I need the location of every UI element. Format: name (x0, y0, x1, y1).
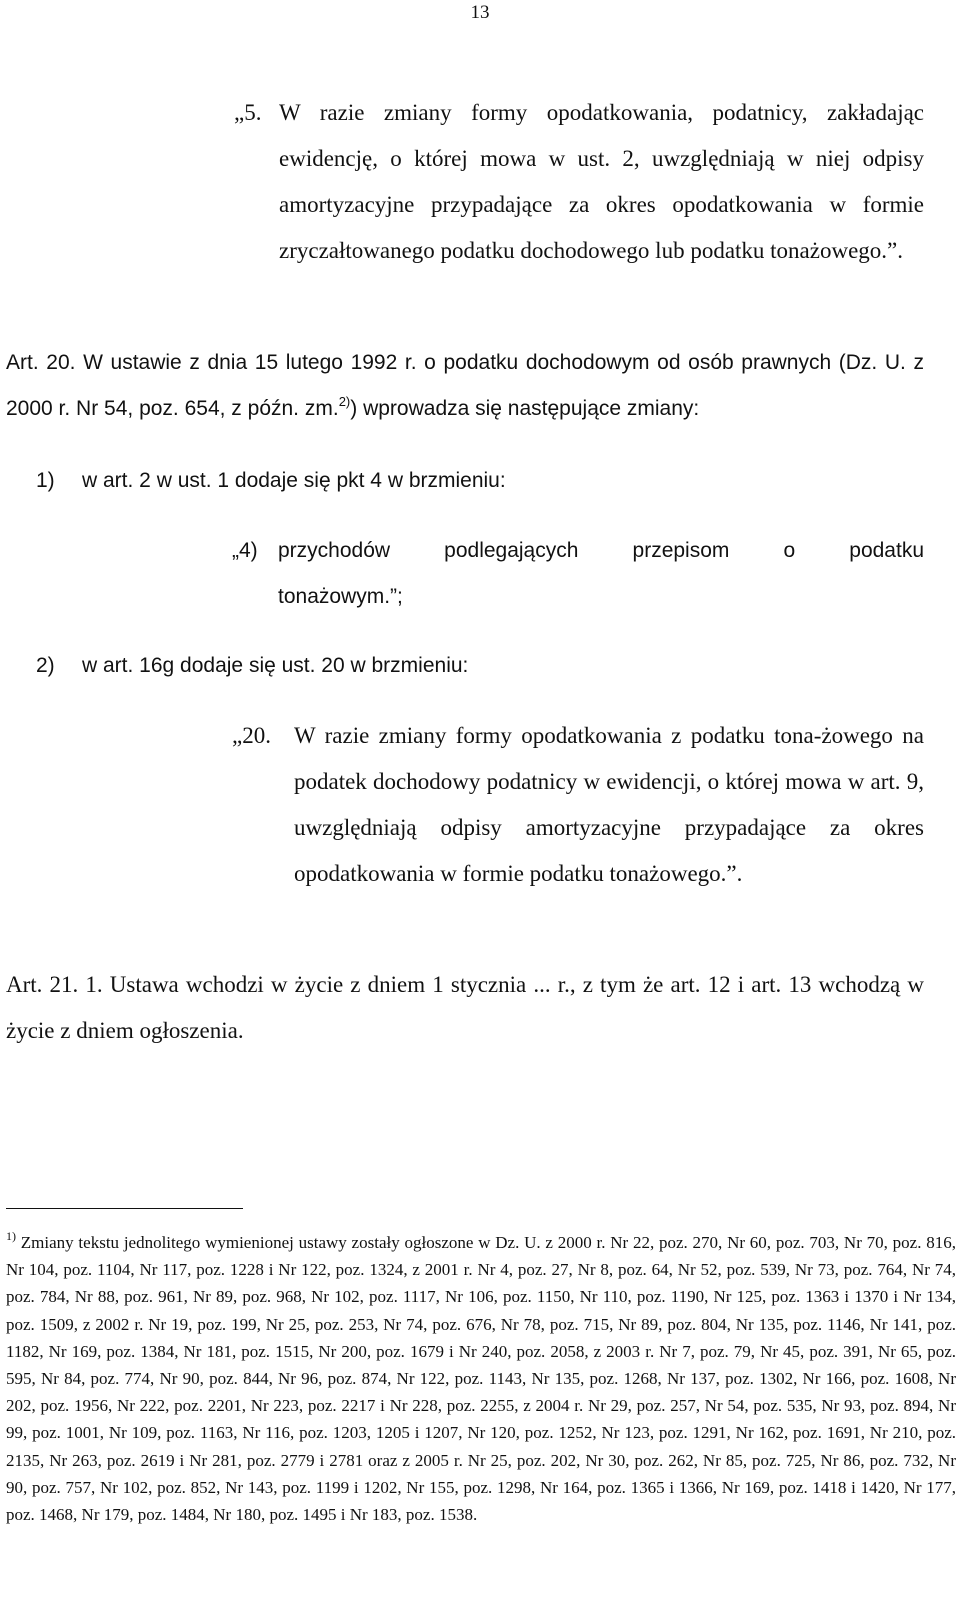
list-item-2-marker: 2) (36, 654, 55, 677)
list-item-2-text: w art. 16g dodaje się ust. 20 w brzmieniu: (82, 654, 469, 677)
quote-item-20-text: W razie zmiany formy opodatkowania z podatku tona-żowego na podatek dochodowy podatnicy w ewidencji, o której mowa w art. 9, uwzględniają odpisy amortyzacyjne przypadające za okres opodatkowania w formie podatku tonażowego.”. (294, 723, 924, 886)
list-item-1-text: w art. 2 w ust. 1 dodaje się pkt 4 w brzmieniu: (82, 469, 506, 492)
footnote-divider (6, 1208, 243, 1209)
list-item-1-marker: 1) (36, 469, 55, 492)
footnote-1-marker: 1) (6, 1229, 16, 1243)
article-20-text: Art. 20. W ustawie z dnia 15 lutego 1992 r. o podatku dochodowym od osób prawnych (Dz. U. z 2000 r. Nr 54, poz. 654, z późn. zm. (6, 351, 924, 420)
list-item-2 (36, 643, 924, 689)
page-number: 13 (470, 2, 490, 23)
quote-item-20-marker: „20. (232, 723, 271, 748)
quote-item-4-line-2: tonażowym.”; (278, 585, 403, 608)
quote-item-4-line-1: przychodów podlegających przepisom o podatku (278, 539, 924, 562)
article-21 (6, 962, 924, 1054)
list-item-1 (36, 458, 924, 504)
article-20-intro (6, 340, 924, 432)
article-20-text-end: ) wprowadza się następujące zmiany: (350, 397, 700, 420)
quote-item-4-marker: „4) (232, 539, 258, 562)
paragraph-5-text: W razie zmiany formy opodatkowania, podatnicy, zakładając ewidencję, o której mowa w ust. 2, uwzględniają w niej odpisy amortyzacyjne przypadające za okres opodatkowania w formie zryczałtowanego podatku dochodowego lub podatku tonażowego.”. (279, 100, 924, 263)
article-21-text: Art. 21. 1. Ustawa wchodzi w życie z dniem 1 stycznia ... r., z tym że art. 12 i art. 13 wchodzą w życie z dniem ogłoszenia. (6, 972, 924, 1043)
paragraph-5-marker: „5. (234, 100, 262, 125)
footnote-1 (6, 1229, 956, 1528)
quote-item-4 (232, 528, 924, 620)
paragraph-5 (234, 90, 924, 274)
footnote-reference-2: 2) (338, 394, 351, 409)
footnote-1-text: Zmiany tekstu jednolitego wymienionej ustawy zostały ogłoszone w Dz. U. z 2000 r. Nr 22, poz. 270, Nr 60, poz. 703, Nr 70, poz. 816, Nr 104, poz. 1104, Nr 117, poz. 1228 i Nr 122, poz. 1324, z 2001 r. Nr 4, poz. 27, Nr 8, poz. 64, Nr 52, poz. 539, Nr 73, poz. 764, Nr 74, poz. 784, Nr 88, poz. 961, Nr 89, poz. 968, Nr 102, poz. 1117, Nr 106, poz. 1150, Nr 110, poz. 1190, Nr 125, poz. 1363 i 1370 i Nr 134, poz. 1509, z 2002 r. Nr 19, poz. 199, Nr 25, poz. 253, Nr 74, poz. 676, Nr 78, poz. 715, Nr 89, poz. 804, Nr 135, poz. 1146, Nr 141, poz. 1182, Nr 169, poz. 1384, Nr 181, poz. 1515, Nr 200, poz. 1679 i Nr 240, poz. 2058, z 2003 r. Nr 7, poz. 79, Nr 45, poz. 391, Nr 65, poz. 595, Nr 84, poz. 774, Nr 90, poz. 844, Nr 96, poz. 874, Nr 122, poz. 1143, Nr 135, poz. 1268, Nr 137, poz. 1302, Nr 166, poz. 1608, Nr 202, poz. 1956, Nr 222, poz. 2201, Nr 223, poz. 2217 i Nr 228, poz. 2255, z 2004 r. Nr 29, poz. 257, Nr 54, poz. 535, Nr 93, poz. 894, Nr 99, poz. 1001, Nr 109, poz. 1163, Nr 116, poz. 1203, 1205 i 1207, Nr 120, poz. 1252, Nr 123, poz. 1291, Nr 162, poz. 1691, Nr 210, poz. 2135, Nr 263, poz. 2619 i Nr 281, poz. 2779 i 2781 oraz z 2005 r. Nr 25, poz. 202, Nr 30, poz. 262, Nr 85, poz. 725, Nr 86, poz. 732, Nr 90, poz. 757, Nr 102, poz. 852, Nr 143, poz. 1199 i 1202, Nr 155, poz. 1298, Nr 164, poz. 1365 i 1366, Nr 169, poz. 1418 i 1420, Nr 177, poz. 1468, Nr 179, poz. 1484, Nr 180, poz. 1495 i Nr 183, poz. 1538. (6, 1233, 956, 1525)
quote-item-20 (232, 713, 924, 897)
